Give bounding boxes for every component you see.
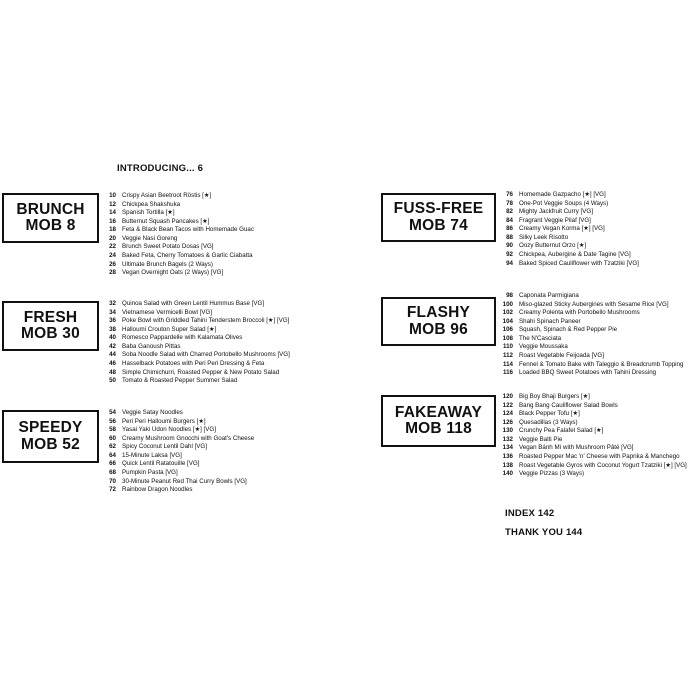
recipe-page-number: 70	[109, 477, 116, 485]
recipe-entry	[98, 334, 290, 343]
recipe-entry	[98, 243, 254, 252]
recipe-entry	[495, 200, 639, 209]
recipe-page-number: 58	[109, 426, 116, 434]
thank-you-heading: THANK YOU 144	[505, 527, 583, 538]
recipe-page-number: 78	[506, 199, 513, 207]
recipe-entry	[495, 427, 687, 436]
recipe-page-number: 94	[506, 259, 513, 267]
recipe-title: Creamy Vegan Korma [★] [VG]	[519, 225, 605, 233]
recipe-entry	[495, 419, 687, 428]
recipe-title: Roasted Pepper Mac 'n' Cheese with Paprika & Manchego	[519, 453, 680, 460]
recipe-title: Brunch Sweet Potato Dosas [VG]	[122, 243, 214, 251]
recipe-page-number: 132	[502, 435, 513, 443]
recipe-page-number: 140	[502, 470, 513, 478]
recipe-title: Roast Vegetable Gyros with Coconut Yogurt Tzatziki [★] [VG]	[519, 461, 687, 469]
section-page-fuss-free: MOB 74	[409, 216, 468, 234]
recipe-title: Fennel & Tomato Bake with Taleggio & Breadcrumb Topping	[519, 360, 684, 368]
recipe-title: Simple Chimichurri, Roasted Pepper & New Potato Salad	[122, 368, 280, 376]
recipe-page-number: 102	[502, 309, 513, 317]
recipe-entry	[98, 269, 254, 278]
recipe-page-number: 44	[109, 351, 116, 359]
recipe-entry	[495, 360, 683, 369]
recipe-title: Veggie Satay Noodles	[122, 409, 183, 417]
recipe-entry	[98, 409, 254, 418]
recipe-entry	[98, 317, 290, 326]
index-heading: INDEX 142	[505, 508, 555, 519]
recipe-page-number: 90	[506, 242, 513, 250]
recipe-title: Chickpea Shakshuka	[122, 200, 181, 208]
section-box-fuss-free	[381, 193, 496, 242]
recipe-page-number: 14	[109, 209, 116, 217]
recipe-title: Veggie Balti Pie	[519, 435, 563, 443]
intro-heading: INTRODUCING... 6	[117, 163, 204, 174]
recipe-title: Caponata Parmigiana	[519, 292, 579, 300]
recipe-title: Romesco Pappardelle with Kalamata Olives	[122, 334, 243, 342]
recipe-title: 30-Minute Peanut Red Thai Curry Bowls [VG]	[122, 477, 247, 485]
recipe-title: One-Pot Veggie Soups (4 Ways)	[519, 199, 609, 207]
recipe-page-number: 134	[502, 444, 513, 452]
section-title-fresh: FRESH	[23, 308, 78, 326]
recipe-page-number: 122	[502, 401, 513, 409]
recipe-entry	[495, 444, 687, 453]
recipe-page-number: 10	[109, 192, 116, 200]
recipe-title: Poke Bowl with Griddled Tahini Tenderstem Broccoli [★] [VG]	[122, 317, 290, 325]
recipe-page-number: 76	[506, 191, 513, 199]
recipe-entry	[98, 443, 254, 452]
recipe-title: Silky Leek Risotto	[519, 233, 569, 241]
recipe-title: Hasselback Potatoes with Peri Peri Dressing & Feta	[122, 360, 265, 367]
section-title-fuss-free: FUSS-FREE	[393, 200, 484, 218]
recipe-page-number: 136	[502, 453, 513, 460]
recipe-page-number: 60	[109, 434, 116, 442]
recipe-page-number: 42	[109, 342, 116, 350]
recipe-entry	[495, 352, 683, 361]
recipe-entry	[98, 201, 254, 210]
recipe-entry	[495, 251, 639, 260]
recipe-title: Crunchy Pea Falafel Salad [★]	[519, 427, 604, 435]
recipe-title: Veggie Moussaka	[519, 343, 568, 351]
recipe-entry	[98, 226, 254, 235]
recipe-page-number: 72	[109, 486, 116, 494]
recipe-title: Squash, Spinach & Red Pepper Pie	[519, 326, 618, 334]
recipe-page-number: 106	[502, 326, 513, 334]
recipe-title: Spanish Tortilla [★]	[122, 209, 175, 217]
recipe-entry	[495, 234, 639, 243]
recipe-title: Veggie Pizzas (3 Ways)	[519, 470, 585, 478]
recipe-title: Peri Peri Halloumi Burgers [★]	[122, 417, 206, 425]
recipe-title: Quinoa Salad with Green Lentil Hummus Base [VG]	[122, 300, 265, 308]
recipe-entry	[495, 369, 683, 378]
recipe-title: Vietnamese Vermicelli Bowl [VG]	[122, 308, 212, 316]
recipe-entry	[495, 301, 683, 310]
recipe-entry	[495, 436, 687, 445]
recipe-entry	[98, 309, 290, 318]
section-title-speedy: SPEEDY	[18, 419, 83, 437]
recipe-entry	[98, 486, 254, 495]
recipe-title: Baba Ganoush Pittas	[122, 342, 181, 350]
recipe-entry	[98, 435, 254, 444]
recipe-page-number: 12	[109, 200, 116, 208]
recipe-page-number: 62	[109, 443, 116, 451]
recipe-title: Pumpkin Pasta [VG]	[122, 469, 178, 476]
recipe-entry	[98, 469, 254, 478]
recipe-page-number: 48	[109, 368, 116, 376]
recipe-title: Veggie Nasi Goreng	[122, 234, 178, 242]
recipe-entry	[98, 252, 254, 261]
recipe-entry	[495, 410, 687, 419]
recipe-title: Yasai Yaki Udon Noodles [★] [VG]	[122, 426, 216, 434]
recipe-title: Tomato & Roasted Pepper Summer Salad	[122, 377, 238, 385]
recipe-entry	[495, 461, 687, 470]
recipe-list-flashy	[495, 292, 683, 377]
section-box-flashy	[381, 297, 496, 346]
recipe-page-number: 120	[502, 393, 513, 401]
recipe-page-number: 54	[109, 409, 116, 417]
recipe-entry	[495, 242, 639, 251]
recipe-entry	[495, 225, 639, 234]
recipe-page-number: 32	[109, 300, 116, 308]
recipe-title: Baked Spiced Cauliflower with Tzatziki [VG]	[519, 259, 639, 267]
recipe-title: Crispy Asian Beetroot Röstis [★]	[122, 192, 212, 200]
section-page-fresh: MOB 30	[21, 325, 80, 342]
recipe-entry	[495, 191, 639, 200]
recipe-page-number: 110	[503, 343, 513, 351]
recipe-page-number: 38	[109, 325, 116, 333]
recipe-entry	[98, 368, 290, 377]
recipe-page-number: 138	[502, 461, 513, 469]
recipe-entry	[98, 235, 254, 244]
recipe-title: Butternut Squash Pancakes [★]	[122, 217, 210, 225]
section-page-flashy: MOB 96	[409, 320, 468, 338]
recipe-title: Homemade Gazpacho [★] [VG]	[519, 191, 606, 199]
recipe-page-number: 112	[503, 352, 513, 359]
section-title-brunch: BRUNCH	[16, 200, 85, 218]
recipe-page-number: 88	[506, 233, 513, 241]
section-box-fakeaway	[381, 395, 496, 447]
recipe-page-number: 126	[502, 418, 513, 426]
recipe-page-number: 22	[109, 243, 116, 251]
recipe-page-number: 108	[502, 334, 513, 342]
section-page-brunch: MOB 8	[25, 217, 76, 234]
recipe-title: Loaded BBQ Sweet Potatoes with Tahini Dressing	[519, 369, 657, 377]
recipe-page-number: 34	[109, 308, 116, 316]
recipe-entry	[495, 470, 687, 479]
recipe-list-fuss-free	[495, 191, 639, 268]
recipe-entry	[98, 343, 290, 352]
recipe-title: Creamy Mushroom Gnocchi with Goat's Cheese	[122, 434, 255, 442]
recipe-entry	[98, 192, 254, 201]
recipe-title: Miso-glazed Sticky Aubergines with Sesame Rice [VG]	[519, 300, 669, 308]
recipe-title: Mighty Jackfruit Curry [VG]	[519, 208, 593, 216]
recipe-entry	[98, 326, 290, 335]
recipe-title: Baked Feta, Cherry Tomatoes & Garlic Ciabatta	[122, 252, 253, 259]
recipe-page-number: 50	[109, 377, 116, 385]
recipe-page-number: 16	[109, 217, 116, 225]
recipe-title: Roast Vegetable Feijoada [VG]	[519, 352, 604, 359]
recipe-entry	[98, 452, 254, 461]
recipe-page-number: 130	[502, 427, 513, 435]
recipe-entry	[495, 335, 683, 344]
recipe-entry	[98, 218, 254, 227]
recipe-entry	[98, 418, 254, 427]
recipe-title: Halloumi Crouton Super Salad [★]	[122, 325, 217, 333]
recipe-entry	[98, 300, 290, 309]
recipe-title: Feta & Black Bean Tacos with Homemade Guac	[122, 226, 254, 234]
section-box-speedy	[2, 410, 99, 463]
section-page-speedy: MOB 52	[21, 435, 80, 453]
recipe-entry	[98, 426, 254, 435]
recipe-title: Quesadillas (3 Ways)	[519, 418, 578, 426]
recipe-title: Chickpea, Aubergine & Date Tagine [VG]	[519, 251, 631, 258]
recipe-page-number: 64	[109, 451, 116, 459]
recipe-page-number: 84	[506, 216, 513, 224]
section-title-fakeaway: FAKEAWAY	[394, 403, 483, 421]
recipe-entry	[495, 318, 683, 327]
recipe-page-number: 100	[502, 300, 513, 308]
recipe-entry	[495, 217, 639, 226]
recipe-title: Spicy Coconut Lentil Dahl [VG]	[122, 443, 207, 451]
recipe-entry	[98, 360, 290, 369]
recipe-page-number: 68	[109, 469, 116, 476]
recipe-entry	[495, 259, 639, 268]
recipe-entry	[495, 208, 639, 217]
recipe-page-number: 24	[109, 252, 116, 259]
recipe-entry	[495, 453, 687, 462]
recipe-page-number: 36	[109, 317, 116, 325]
recipe-title: Ultimate Brunch Bagels (2 Ways)	[122, 260, 213, 268]
recipe-title: Quick Lentil Ratatouille [VG]	[122, 460, 200, 468]
recipe-page-number: 28	[109, 269, 116, 277]
recipe-title: Shahi Spinach Paneer	[519, 317, 581, 325]
section-box-fresh	[2, 301, 99, 351]
recipe-list-brunch	[98, 192, 254, 277]
recipe-entry	[98, 209, 254, 218]
recipe-page-number: 26	[109, 260, 116, 268]
recipe-page-number: 116	[503, 369, 513, 377]
recipe-page-number: 46	[109, 360, 116, 367]
recipe-list-speedy	[98, 409, 254, 494]
recipe-title: Big Boy Bhaji Burgers [★]	[519, 393, 590, 401]
recipe-title: 15-Minute Laksa [VG]	[122, 451, 182, 459]
recipe-page-number: 66	[109, 460, 116, 468]
recipe-page-number: 56	[109, 417, 116, 425]
recipe-title: Oozy Butternut Orzo [★]	[519, 242, 587, 250]
recipe-entry	[495, 402, 687, 411]
recipe-entry	[98, 377, 290, 386]
recipe-title: Vegan Overnight Oats (2 Ways) [VG]	[122, 269, 224, 277]
recipe-entry	[98, 477, 254, 486]
recipe-entry	[495, 326, 683, 335]
recipe-title: Fragrant Veggie Pilaf [VG]	[519, 216, 591, 224]
recipe-page-number: 40	[109, 334, 116, 342]
recipe-list-fakeaway	[495, 393, 687, 478]
recipe-entry	[495, 292, 683, 301]
recipe-title: Soba Noodle Salad with Charred Portobello Mushrooms [VG]	[122, 351, 290, 359]
recipe-title: Vegan Bánh Mì with Mushroom Pâté [VG]	[519, 444, 634, 452]
section-box-brunch	[2, 193, 99, 243]
section-title-flashy: FLASHY	[406, 304, 471, 322]
recipe-page-number: 98	[506, 292, 513, 300]
recipe-title: Creamy Polenta with Portobello Mushrooms	[519, 309, 640, 317]
recipe-page-number: 124	[502, 410, 513, 418]
section-page-fakeaway: MOB 118	[405, 420, 472, 437]
recipe-title: Black Pepper Tofu [★]	[519, 410, 580, 418]
recipe-page-number: 104	[502, 317, 513, 325]
recipe-entry	[495, 393, 687, 402]
recipe-entry	[495, 343, 683, 352]
recipe-title: Rainbow Dragon Noodles	[122, 486, 193, 494]
recipe-entry	[98, 460, 254, 469]
recipe-page-number: 18	[109, 226, 116, 234]
recipe-page-number: 20	[109, 234, 116, 242]
recipe-page-number: 82	[506, 208, 513, 216]
recipe-title: Bang Bang Cauliflower Salad Bowls	[519, 401, 618, 409]
recipe-title: The N'Casciata	[519, 334, 562, 342]
recipe-list-fresh	[98, 300, 290, 385]
recipe-page-number: 92	[506, 251, 513, 258]
recipe-entry	[98, 260, 254, 269]
recipe-page-number: 114	[503, 360, 513, 368]
recipe-entry	[98, 351, 290, 360]
recipe-page-number: 86	[506, 225, 513, 233]
recipe-entry	[495, 309, 683, 318]
